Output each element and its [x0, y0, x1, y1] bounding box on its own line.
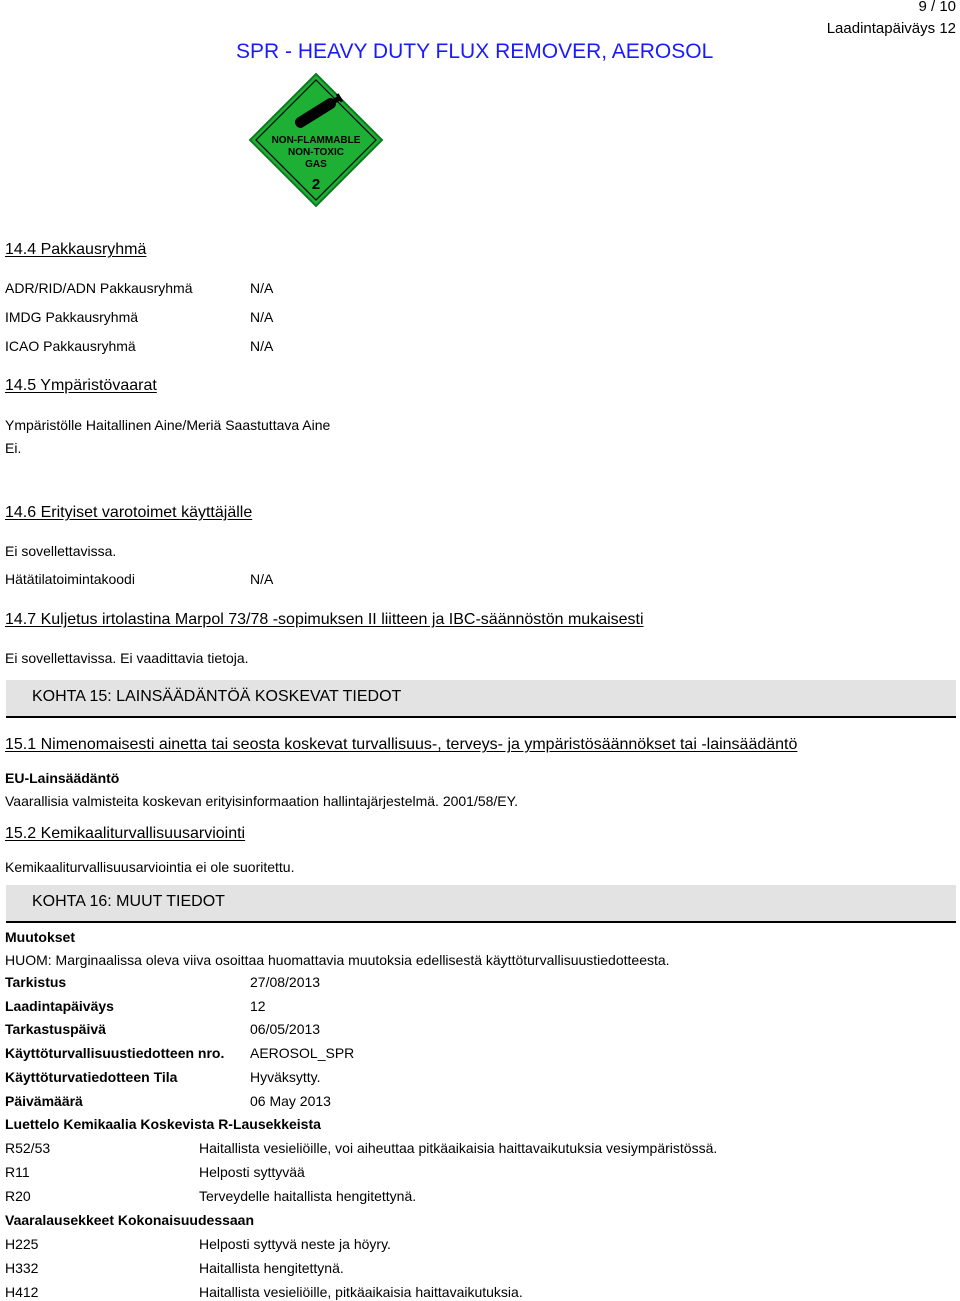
info-value: Hyväksytty.	[250, 1069, 321, 1085]
section-14-7-text: Ei sovellettavissa. Ei vaadittavia tietoja.	[5, 650, 249, 666]
info-label: Päivämäärä	[5, 1093, 83, 1109]
info-label: Laadintapäiväys	[5, 998, 114, 1014]
r-phrases-heading: Luettelo Kemikaalia Koskevista R-Lausekkeista	[5, 1116, 321, 1132]
h-phrase-code: H225	[5, 1236, 39, 1252]
h-phrase-code: H412	[5, 1284, 39, 1300]
revision-number: 12	[939, 20, 956, 37]
environmental-hazard-label: Ympäristölle Haitallinen Aine/Meriä Saastuttava Aine	[5, 417, 331, 433]
section-14-7-heading: 14.7 Kuljetus irtolastina Marpol 73/78 -sopimuksen II liitteen ja IBC-säännöstön mukaisesti	[5, 611, 644, 628]
hazard-line2: NON-TOXIC	[288, 147, 344, 158]
r-phrase-code: R52/53	[5, 1140, 51, 1156]
changes-text: HUOM: Marginaalissa oleva viiva osoittaa huomattavia muutoksia edellisestä käyttöturvallisuustiedotteesta.	[5, 952, 670, 968]
packing-group-value: N/A	[250, 309, 274, 325]
section-16-bar	[6, 885, 956, 923]
section-14-4-heading: 14.4 Pakkausryhmä	[5, 241, 147, 258]
r-phrase-text: Haitallista vesieliöille, voi aiheuttaa pitkäaikaisia haittavaikutuksia vesiympäristössä.	[199, 1140, 718, 1156]
packing-group-label: ICAO Pakkausryhmä	[5, 338, 136, 354]
revision-line	[827, 20, 956, 37]
section-15-1-heading: 15.1 Nimenomaisesti ainetta tai seosta koskevat turvallisuus-, terveys- ja ympäristösäännökset tai -lainsäädäntö	[5, 736, 798, 753]
section-15-title: KOHTA 15: LAINSÄÄDÄNTÖÄ KOSKEVAT TIEDOT	[32, 688, 402, 705]
hazard-line1: NON-FLAMMABLE	[271, 135, 361, 146]
info-label: Tarkistus	[5, 974, 67, 990]
h-phrase-text: Haitallista hengitettynä.	[199, 1260, 344, 1276]
emergency-code-label: Hätätilatoimintakoodi	[5, 571, 135, 587]
packing-group-label: ADR/RID/ADN Pakkausryhmä	[5, 280, 193, 296]
info-value: 27/08/2013	[250, 974, 321, 990]
section-15-2-heading: 15.2 Kemikaaliturvallisuusarviointi	[5, 825, 246, 842]
info-label: Käyttöturvallisuustiedotteen nro.	[5, 1045, 225, 1061]
section-14-6-heading: 14.6 Erityiset varotoimet käyttäjälle	[5, 504, 253, 521]
packing-group-value: N/A	[250, 280, 274, 296]
hazard-line3: GAS	[305, 159, 327, 170]
revision-label: Laadintapäiväys	[826, 20, 936, 37]
info-label: Tarkastuspäivä	[5, 1021, 106, 1037]
hazard-class-number: 2	[311, 176, 321, 193]
info-label: Käyttöturvatiedotteen Tila	[5, 1069, 178, 1085]
h-phrases-heading: Vaaralausekkeet Kokonaisuudessaan	[5, 1212, 255, 1228]
packing-group-value: N/A	[250, 338, 274, 354]
r-phrase-text: Helposti syttyvää	[199, 1164, 305, 1180]
h-phrase-code: H332	[5, 1260, 39, 1276]
section-15-bar	[6, 680, 956, 718]
h-phrase-text: Haitallista vesieliöille, pitkäaikaisia haittavaikutuksia.	[199, 1284, 523, 1300]
section-14-5-heading: 14.5 Ympäristövaarat	[5, 377, 157, 394]
h-phrase-text: Helposti syttyvä neste ja höyry.	[199, 1236, 391, 1252]
info-value: AEROSOL_SPR	[250, 1045, 355, 1061]
eu-legislation-heading: EU-Lainsäädäntö	[5, 770, 120, 786]
info-value: 06 May 2013	[250, 1093, 331, 1109]
changes-heading: Muutokset	[5, 929, 75, 945]
packing-group-label: IMDG Pakkausryhmä	[5, 309, 139, 325]
info-value: 12	[250, 998, 266, 1014]
r-phrase-code: R11	[5, 1164, 30, 1180]
page-number: 9 / 10	[918, 0, 956, 15]
emergency-code-value: N/A	[250, 571, 274, 587]
section-16-title: KOHTA 16: MUUT TIEDOT	[32, 893, 225, 910]
gas-cylinder-hazard-icon	[248, 72, 384, 208]
r-phrase-code: R20	[5, 1188, 31, 1204]
environmental-hazard-value: Ei.	[5, 440, 22, 456]
info-value: 06/05/2013	[250, 1021, 321, 1037]
document-title: SPR - HEAVY DUTY FLUX REMOVER, AEROSOL	[236, 40, 714, 63]
section-14-6-text: Ei sovellettavissa.	[5, 543, 117, 559]
r-phrase-text: Terveydelle haitallista hengitettynä.	[199, 1188, 417, 1204]
eu-legislation-text: Vaarallisia valmisteita koskevan erityisinformaation hallintajärjestelmä. 2001/58/EY.	[5, 793, 519, 809]
section-15-2-text: Kemikaaliturvallisuusarviointia ei ole suoritettu.	[5, 859, 295, 875]
